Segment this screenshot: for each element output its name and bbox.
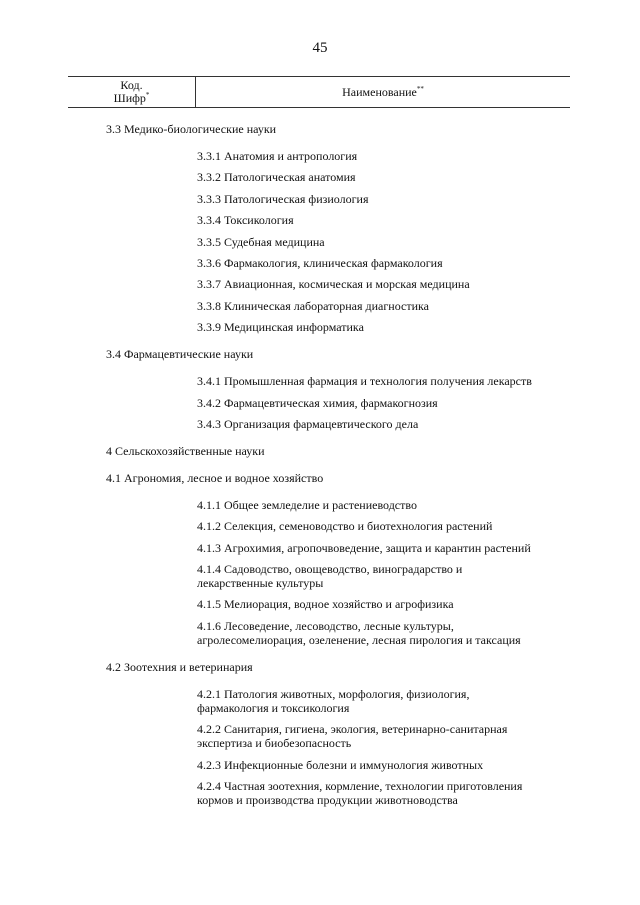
specialty-item: 4.1.4 Садоводство, овощеводство, виноградарство и лекарственные культуры xyxy=(197,562,463,591)
specialty-item: 3.4.1 Промышленная фармация и технология получения лекарств xyxy=(197,374,532,389)
specialty-item: 4.1.3 Агрохимия, агропочвоведение, защита и карантин растений xyxy=(197,540,531,555)
specialty-item: 3.3.5 Судебная медицина xyxy=(197,234,325,249)
specialty-item: 4.1.5 Мелиорация, водное хозяйство и агрофизика xyxy=(197,597,454,612)
specialty-item: 3.3.2 Патологическая анатомия xyxy=(197,170,356,185)
section-title: 3.4 Фармацевтические науки xyxy=(106,347,254,362)
specialty-item: 3.3.1 Анатомия и антропология xyxy=(197,149,358,163)
code-footnote-mark: * xyxy=(145,91,150,99)
section-block xyxy=(106,660,576,807)
name-label: Наименование xyxy=(342,85,417,99)
page-number: 45 xyxy=(312,40,328,56)
specialty-item: 4.2.2 Санитария, гигиена, экология, ветеринарно-санитарная экспертиза и биобезопасность xyxy=(197,722,508,751)
specialty-item: 4.1.2 Селекция, семеноводство и биотехнология растений xyxy=(197,519,493,534)
section-title: 4.1 Агрономия, лесное и водное хозяйство xyxy=(106,470,324,485)
section-block xyxy=(106,471,576,647)
code-label: Код. xyxy=(120,78,143,92)
section-block xyxy=(106,347,576,431)
classification-list xyxy=(106,122,576,820)
section-title: 4.2 Зоотехния и ветеринария xyxy=(106,659,253,674)
specialty-item: 3.4.3 Организация фармацевтического дела xyxy=(197,416,419,431)
name-column-header xyxy=(196,77,570,107)
code-column-header xyxy=(68,77,196,107)
section-title: 4 Сельскохозяйственные науки xyxy=(106,443,265,458)
cipher-label: Шифр xyxy=(113,91,146,105)
section-title: 3.3 Медико-биологические науки xyxy=(106,122,277,136)
section-block xyxy=(106,444,576,458)
specialty-item: 3.3.9 Медицинская информатика xyxy=(197,320,364,335)
specialty-item: 4.2.3 Инфекционные болезни и иммунология животных xyxy=(197,757,484,772)
specialty-item: 3.3.3 Патологическая физиология xyxy=(197,191,369,206)
specialty-item: 4.1.6 Лесоведение, лесоводство, лесные культуры, агролесомелиорация, озеленение, лесная пирология и таксация xyxy=(197,618,521,647)
specialty-item: 4.2.4 Частная зоотехния, кормление, технологии приготовления кормов и производства продукции животноводства xyxy=(197,779,523,808)
section-block xyxy=(106,122,576,334)
specialty-item: 4.1.1 Общее земледелие и растениеводство xyxy=(197,497,417,512)
table-header xyxy=(68,76,570,108)
specialty-item: 3.3.4 Токсикология xyxy=(197,213,294,228)
specialty-item: 3.3.7 Авиационная, космическая и морская медицина xyxy=(197,277,470,292)
specialty-item: 3.3.8 Клиническая лабораторная диагностика xyxy=(197,298,429,313)
specialty-item: 4.2.1 Патология животных, морфология, физиология, фармакология и токсикология xyxy=(197,686,470,715)
specialty-item: 3.3.6 Фармакология, клиническая фармакология xyxy=(197,255,443,270)
name-footnote-mark: ** xyxy=(416,85,424,93)
specialty-item: 3.4.2 Фармацевтическая химия, фармакогнозия xyxy=(197,395,438,410)
